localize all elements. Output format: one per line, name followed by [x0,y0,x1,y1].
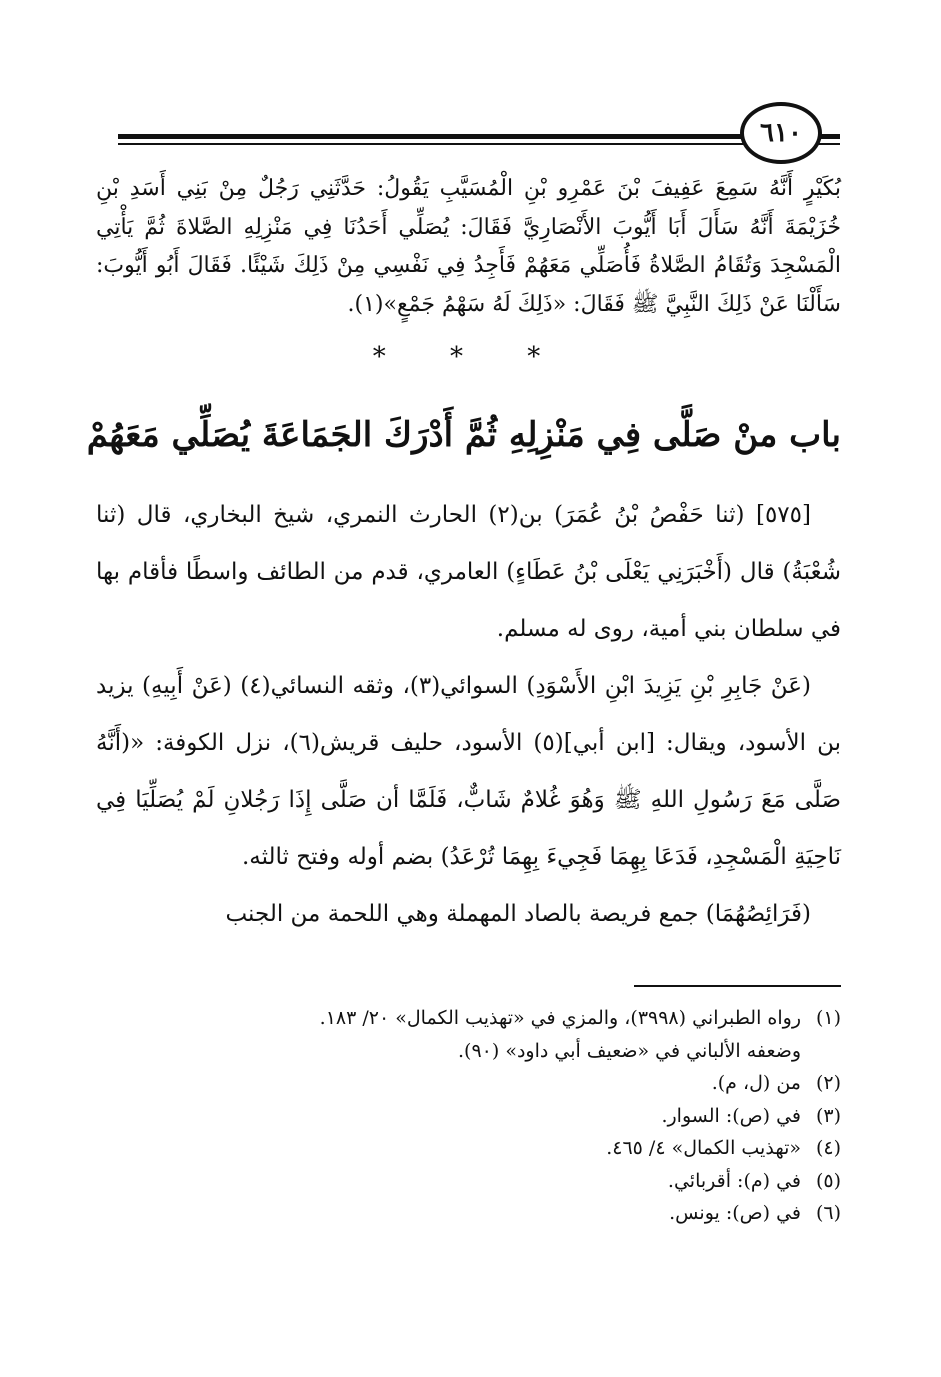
paragraph-chain: (عَنْ جَابِرِ بْنِ يَزِيدَ ابْنِ الأَسْوَدِ) السوائي(٣)، وثقه النسائي(٤) (عَنْ أَبِيهِ) يزيد بن الأسود، ويقال: [ابن أبي](٥) الأسود، حليف قريش(٦)، نزل الكوفة: «(أَنَّهُ صَلَّى مَعَ رَسُولِ اللهِ ﷺ وَهُوَ غُلامٌ شَابٌّ، فَلَمَّا أن صَلَّى إِذَا رَجُلانِ لَمْ يُصَلِّيَا فِي نَاحِيَةِ الْمَسْجِدِ، فَدَعَا بِهِمَا فَجِيءَ بِهِمَا تُرْعَدُ) بضم أوله وفتح ثالثه. [96,673,841,870]
footnote-number: (١) [815,1007,841,1029]
footnote-number: (٥) [815,1169,841,1192]
footnote-3 [96,1100,841,1133]
footnote-2 [96,1067,841,1100]
footnote-1 [96,1002,841,1035]
paragraph-hadith-575: [٥٧٥] (ثنا حَفْصُ بْنُ عُمَرَ) بن(٢) الحارث النمري، شيخ البخاري، قال (ثنا شُعْبَةُ) قال (أَخْبَرَنِي يَعْلَى بْنُ عَطَاءٍ) العامري، قدم من الطائف واسطًا فأقام بها في سلطان بني أمية، روى له مسلم. [96,502,841,642]
header-rule-thin [118,143,840,145]
body-text [96,487,841,943]
intro-paragraph: بُكَيْرٍ أَنَّهُ سَمِعَ عَفِيفَ بْنَ عَمْرِو بْنِ الْمُسَيَّبِ يَقُولُ: حَدَّثَنِي رَجُلٌ مِنْ بَنِي أَسَدِ بْنِ خُزَيْمَةَ أَنَّهُ سَأَلَ أَبَا أَيُّوبَ الأَنْصَارِيَّ فَقَالَ: يُصَلِّي أَحَدُنَا فِي مَنْزِلِهِ الصَّلاةَ ثُمَّ يَأْتِي الْمَسْجِدَ وَتُقَامُ الصَّلاةُ فَأُصَلِّي مَعَهُمْ فَأَجِدُ فِي نَفْسِي مِنْ ذَلِكَ شَيْئًا. فَقَالَ أَبُو أَيُّوبَ: سَأَلْنَا عَنْ ذَلِكَ النَّبِيَّ ﷺ فَقَالَ: «ذَلِكَ لَهُ سَهْمُ جَمْعٍ»(١). [96,176,841,317]
section-separator: * * * [372,342,569,372]
footnote-text: رواه الطبراني (٣٩٩٨)، والمزي في «تهذيب الكمال» ٢٠/ ١٨٣. [319,1007,801,1029]
footnote-text: من (ل، م). [711,1072,801,1094]
footnote-number: (٣) [815,1104,841,1127]
footnote-number: (٦) [815,1202,841,1224]
footnote-5 [96,1165,841,1198]
footnote-number: (٢) [815,1072,841,1094]
footnote-6 [96,1197,841,1230]
footnote-4 [96,1132,841,1165]
footnote-text: «تهذيب الكمال» ٤/ ٤٦٥. [606,1137,801,1159]
footnote-1-continuation: وضعفه الألباني في «ضعيف أبي داود» (٩٠). [458,1039,801,1062]
page-header [118,98,840,168]
chapter-heading: باب منْ صَلَّى فِي مَنْزِلِهِ ثُمَّ أَدْرَكَ الجَمَاعَةَ يُصَلِّي مَعَهُمْ [86,415,841,455]
paragraph-commentary: (فَرَائِصُهُمَا) جمع فريصة بالصاد المهملة وهي اللحمة من الجنب [225,901,811,927]
footnote-text: في (ص): يونس. [669,1202,801,1224]
page-number: ٦١٠ [740,102,822,164]
footnote-number: (٤) [815,1137,841,1159]
footnote-text: في (م): أقربائي. [667,1169,801,1192]
footnotes [96,1002,841,1230]
footnote-text: في (ص): السوار. [661,1104,801,1127]
header-rule-thick [118,134,840,139]
footnote-divider [634,985,841,987]
